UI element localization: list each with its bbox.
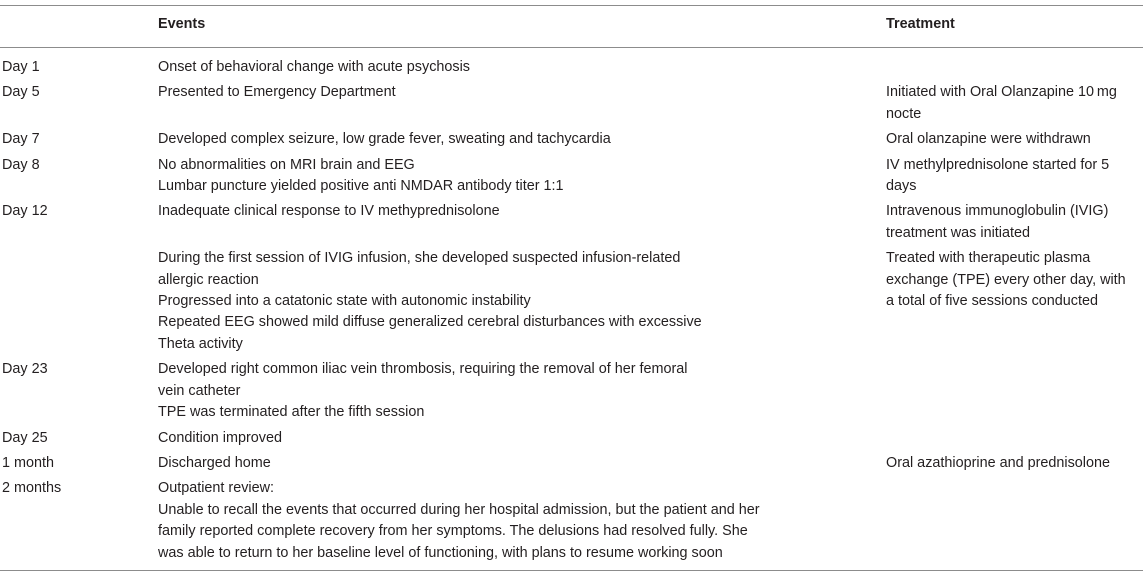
header-row: [0, 6, 1143, 48]
cell-events-line: Developed complex seizure, low grade fever, sweating and tachycardia: [158, 131, 611, 148]
cell-treatment-line: nocte: [886, 105, 922, 122]
table-row: [0, 48, 1143, 81]
cell-events-line: Onset of behavioral change with acute psychosis: [158, 59, 470, 75]
table-row: [0, 199, 1143, 246]
table-row: [0, 246, 1143, 357]
cell-treatment: [884, 199, 1143, 246]
cell-events-line: TPE was terminated after the fifth session: [158, 404, 425, 421]
cell-events: [156, 80, 884, 127]
table-row: [0, 476, 1143, 570]
cell-treatment-line: IV methylprednisolone started for 5: [886, 156, 1110, 173]
cell-treatment: [884, 80, 1143, 127]
table-row: [0, 451, 1143, 476]
cell-events-line: Lumbar puncture yielded positive anti NMDAR antibody titer 1:1: [158, 178, 564, 195]
cell-events: [156, 48, 884, 81]
cell-events: [156, 357, 884, 425]
cell-events: [156, 426, 884, 451]
cell-treatment-line: Intravenous immunoglobulin (IVIG): [886, 203, 1109, 220]
header-treatment: Treatment: [884, 6, 1143, 48]
cell-treatment-line: Initiated with Oral Olanzapine 10 mg: [886, 84, 1117, 101]
cell-events: [156, 127, 884, 152]
cell-events-line: Repeated EEG showed mild diffuse generalized cerebral disturbances with excessive: [158, 314, 702, 331]
cell-treatment: [884, 426, 1143, 451]
cell-time: Day 7: [2, 131, 40, 148]
cell-events-line: No abnormalities on MRI brain and EEG: [158, 156, 415, 173]
cell-time: [0, 246, 156, 357]
cell-treatment: [884, 246, 1143, 357]
cell-treatment-line: Oral azathioprine and prednisolone: [886, 454, 1111, 471]
table-row: [0, 80, 1143, 127]
table-header: [0, 6, 1143, 48]
cell-events-line: was able to return to her baseline level of functioning, with plans to resume working soon: [158, 544, 723, 561]
cell-time: Day 8: [2, 156, 40, 173]
cell-events-line: Inadequate clinical response to IV methyprednisolone: [158, 203, 500, 220]
cell-time: 1 month: [2, 454, 54, 471]
cell-treatment: [884, 357, 1143, 425]
cell-treatment: [884, 451, 1143, 476]
cell-treatment-line: Treated with therapeutic plasma: [886, 250, 1091, 267]
cell-events-line: Developed right common iliac vein thrombosis, requiring the removal of her femoral: [158, 361, 688, 378]
cell-events-line: Unable to recall the events that occurred during her hospital admission, but the patient and her: [158, 501, 760, 518]
cell-events-line: allergic reaction: [158, 271, 259, 288]
cell-treatment: [884, 127, 1143, 152]
cell-treatment: [884, 48, 1143, 81]
table-row: [0, 357, 1143, 425]
cell-time: Day 23: [2, 361, 48, 378]
cell-time: Day 12: [2, 203, 48, 220]
header-time: [0, 6, 156, 48]
cell-events: [156, 199, 884, 246]
cell-events-line: Discharged home: [158, 454, 271, 471]
cell-treatment-line: exchange (TPE) every other day, with: [886, 271, 1126, 288]
cell-treatment: [884, 476, 1143, 570]
cell-events-line: family reported complete recovery from her symptoms. The delusions had resolved fully. She: [158, 523, 748, 540]
cell-events-line: Condition improved: [158, 429, 282, 446]
cell-events-line: During the first session of IVIG infusion, she developed suspected infusion-related: [158, 250, 681, 267]
cell-treatment: [884, 153, 1143, 200]
cell-treatment-line: treatment was initiated: [886, 224, 1030, 241]
cell-time: Day 25: [2, 429, 48, 446]
header-events: Events: [156, 6, 884, 48]
cell-treatment-line: Oral olanzapine were withdrawn: [886, 131, 1091, 148]
cell-events: [156, 451, 884, 476]
table-row: [0, 153, 1143, 200]
cell-time: Day 1: [2, 59, 40, 75]
cell-time: 2 months: [0, 476, 156, 570]
cell-events: [156, 246, 884, 357]
cell-events: [156, 153, 884, 200]
cell-time: Day 5: [2, 84, 40, 101]
table-body: [0, 48, 1143, 571]
cell-events: [156, 476, 884, 570]
cell-events-line: Progressed into a catatonic state with autonomic instability: [158, 293, 531, 310]
cell-treatment-line: days: [886, 178, 917, 195]
cell-events-line: Outpatient review:: [158, 480, 274, 497]
table-row: [0, 127, 1143, 152]
cell-events-line: vein catheter: [158, 382, 241, 399]
cell-treatment-line: a total of five sessions conducted: [886, 293, 1098, 310]
table-row: [0, 426, 1143, 451]
cell-events-line: Theta activity: [158, 335, 243, 352]
cell-events-line: Presented to Emergency Department: [158, 84, 396, 101]
clinical-timeline-table: [0, 5, 1143, 571]
